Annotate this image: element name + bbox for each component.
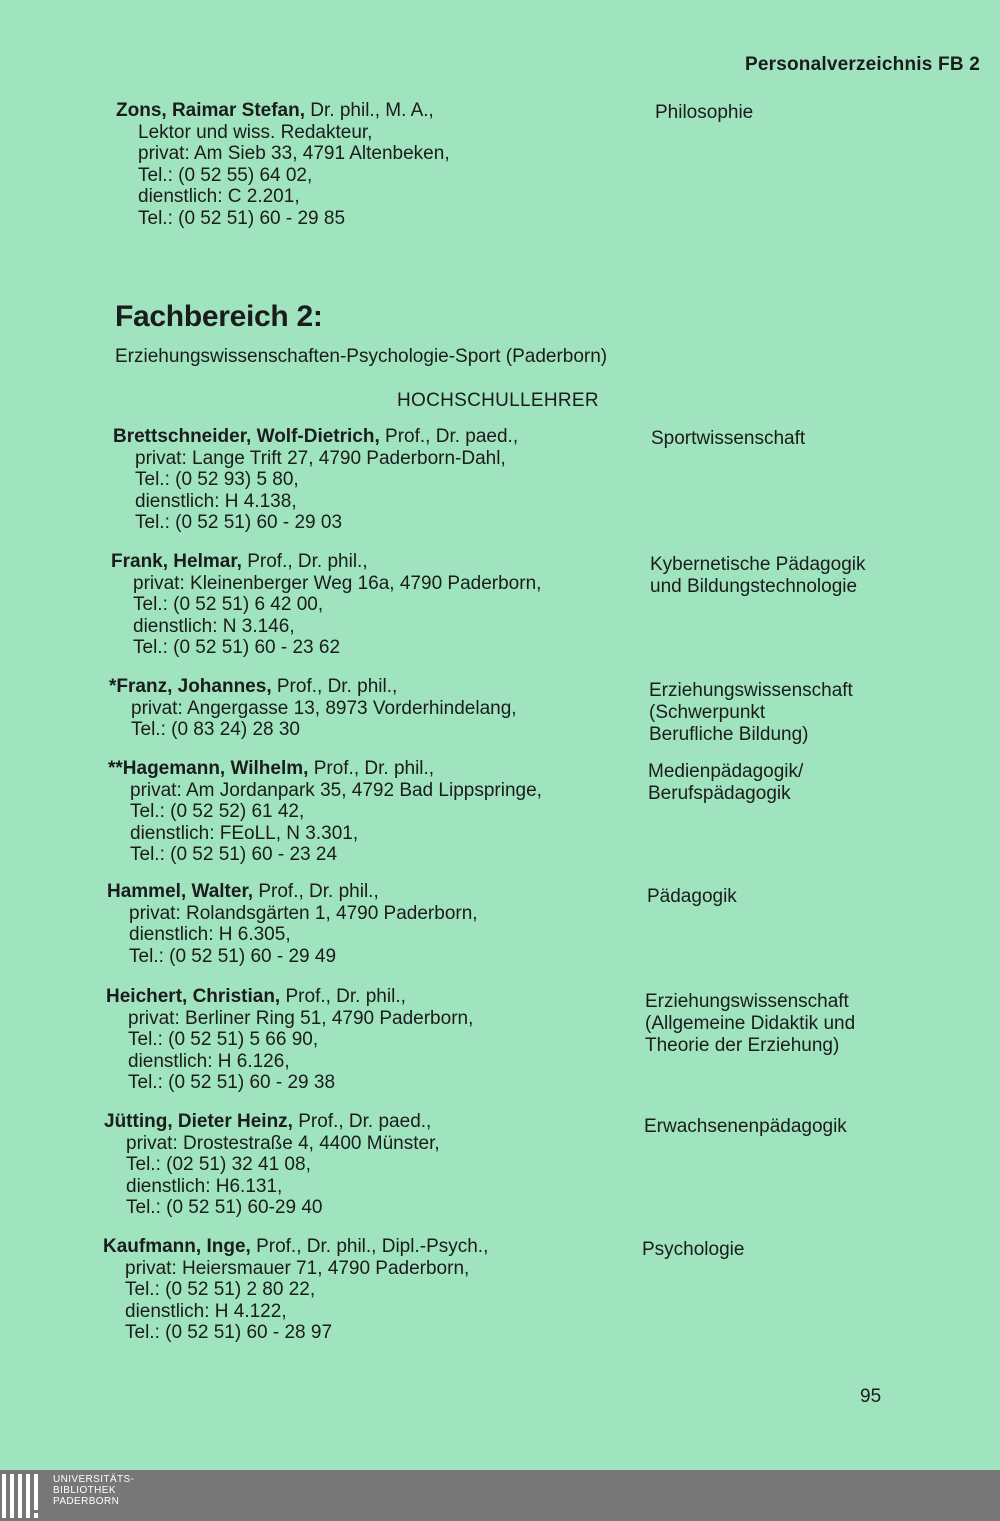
- entry-line: Tel.: (0 52 51) 60 - 23 62: [133, 637, 341, 658]
- entry-line: privat: Berliner Ring 51, 4790 Paderborn,: [128, 1007, 474, 1029]
- entry-title: Prof., Dr. phil.,: [241, 551, 368, 572]
- fachbereich-subtitle: Erziehungswissenschaften-Psychologie-Sport (Paderborn): [115, 346, 608, 367]
- entry-line: Tel.: (02 51) 32 41 08,: [126, 1154, 311, 1175]
- section-heading: HOCHSCHULLEHRER: [397, 390, 599, 411]
- fachbereich-heading: Fachbereich 2:: [115, 300, 323, 333]
- entry-line: dienstlich: H 4.122,: [125, 1300, 287, 1322]
- entry-title: Prof., Dr. phil.,: [308, 758, 435, 779]
- entry-name: **Hagemann, Wilhelm,: [108, 758, 309, 779]
- entry-title: Prof., Dr. phil., Dipl.-Psych.,: [250, 1236, 489, 1257]
- entry-title: Prof., Dr. paed.,: [292, 1111, 432, 1132]
- entry-line: Tel.: (0 52 51) 60-29 40: [126, 1197, 323, 1218]
- entry-department: Erziehungswissenschaft (Schwerpunkt Berufliche Bildung): [649, 680, 853, 745]
- entry-line: privat: Angergasse 13, 8973 Vorderhindelang,: [131, 697, 517, 719]
- entry-line: dienstlich: N 3.146,: [133, 615, 295, 637]
- entry-name: *Franz, Johannes,: [109, 676, 272, 697]
- entry-line: dienstlich: FEoLL, N 3.301,: [130, 822, 359, 844]
- entry-title: Prof., Dr. phil.,: [253, 881, 379, 902]
- entry-line: Tel.: (0 52 93) 5 80,: [135, 469, 299, 490]
- entry-name: Frank, Helmar,: [111, 551, 242, 572]
- library-footer-bar: [0, 1470, 1000, 1521]
- entry-line: Tel.: (0 52 51) 60 - 29 85: [138, 207, 346, 229]
- entry-department: Medienpädagogik/ Berufspädagogik: [648, 761, 804, 804]
- entry-name: Jütting, Dieter Heinz,: [104, 1111, 293, 1132]
- entry-department: Pädagogik: [647, 886, 737, 907]
- entry-line: privat: Kleinenberger Weg 16a, 4790 Paderborn,: [133, 572, 542, 594]
- entry-department: Erziehungswissenschaft (Allgemeine Didaktik und Theorie der Erziehung): [645, 991, 856, 1056]
- entry-name: Heichert, Christian,: [106, 986, 281, 1007]
- entry-line: Tel.: (0 52 51) 60 - 23 24: [130, 844, 338, 865]
- entry-department: Sportwissenschaft: [651, 428, 806, 449]
- entry-line: dienstlich: H 6.126,: [128, 1050, 290, 1072]
- entry-title: Dr. phil., M. A.,: [305, 100, 434, 121]
- entry-name: Brettschneider, Wolf-Dietrich,: [113, 426, 380, 447]
- entry-line: privat: Heiersmauer 71, 4790 Paderborn,: [125, 1257, 470, 1279]
- entry-line: privat: Lange Trift 27, 4790 Paderborn-Dahl,: [135, 447, 506, 469]
- entry-department: Erwachsenenpädagogik: [644, 1116, 847, 1137]
- library-logo-icon: [2, 1474, 46, 1518]
- entry-name: Kaufmann, Inge,: [103, 1236, 251, 1257]
- entry-line: Tel.: (0 52 51) 60 - 29 03: [135, 512, 343, 533]
- entry-line: Tel.: (0 52 51) 2 80 22,: [125, 1279, 316, 1300]
- library-logo-text: UNIVERSITÄTS- BIBLIOTHEK PADERBORN: [53, 1474, 135, 1507]
- entry-line: Tel.: (0 52 51) 60 - 29 38: [128, 1072, 336, 1093]
- entry-name: Hammel, Walter,: [107, 881, 254, 902]
- entry-department: Psychologie: [642, 1239, 745, 1260]
- entry-title: Prof., Dr. phil.,: [271, 676, 398, 697]
- entry-line: Tel.: (0 52 55) 64 02,: [138, 164, 313, 186]
- entry-line: dienstlich: H6.131,: [126, 1175, 283, 1197]
- entry-name: Zons, Raimar Stefan,: [116, 100, 305, 121]
- entry-line: dienstlich: H 6.305,: [129, 924, 291, 945]
- entry-department: Kybernetische Pädagogik und Bildungstechnologie: [650, 554, 866, 597]
- entry-line: Tel.: (0 52 51) 6 42 00,: [133, 594, 324, 615]
- entry-line: Tel.: (0 52 51) 5 66 90,: [128, 1029, 319, 1050]
- entry-line: privat: Am Sieb 33, 4791 Altenbeken,: [138, 143, 450, 164]
- entry-line: dienstlich: C 2.201,: [138, 186, 300, 207]
- entry-line: Tel.: (0 52 51) 60 - 29 49: [129, 945, 337, 967]
- entry-title: Prof., Dr. phil.,: [280, 986, 406, 1007]
- page-number: 95: [860, 1386, 882, 1407]
- entry-title: Prof., Dr. paed.,: [379, 426, 519, 447]
- entry-line: Tel.: (0 83 24) 28 30: [131, 719, 300, 740]
- entry-line: privat: Am Jordanpark 35, 4792 Bad Lippspringe,: [130, 779, 542, 801]
- entry-department: Philosophie: [655, 102, 754, 123]
- entry-line: privat: Drostestraße 4, 4400 Münster,: [126, 1132, 440, 1154]
- running-head: Personalverzeichnis FB 2: [744, 54, 980, 75]
- entry-line: Tel.: (0 52 51) 60 - 28 97: [125, 1322, 333, 1343]
- entry-line: privat: Rolandsgärten 1, 4790 Paderborn,: [129, 902, 478, 924]
- entry-line: Tel.: (0 52 52) 61 42,: [130, 801, 305, 822]
- entry-line: dienstlich: H 4.138,: [135, 490, 297, 512]
- entry-line: Lektor und wiss. Redakteur,: [138, 121, 373, 143]
